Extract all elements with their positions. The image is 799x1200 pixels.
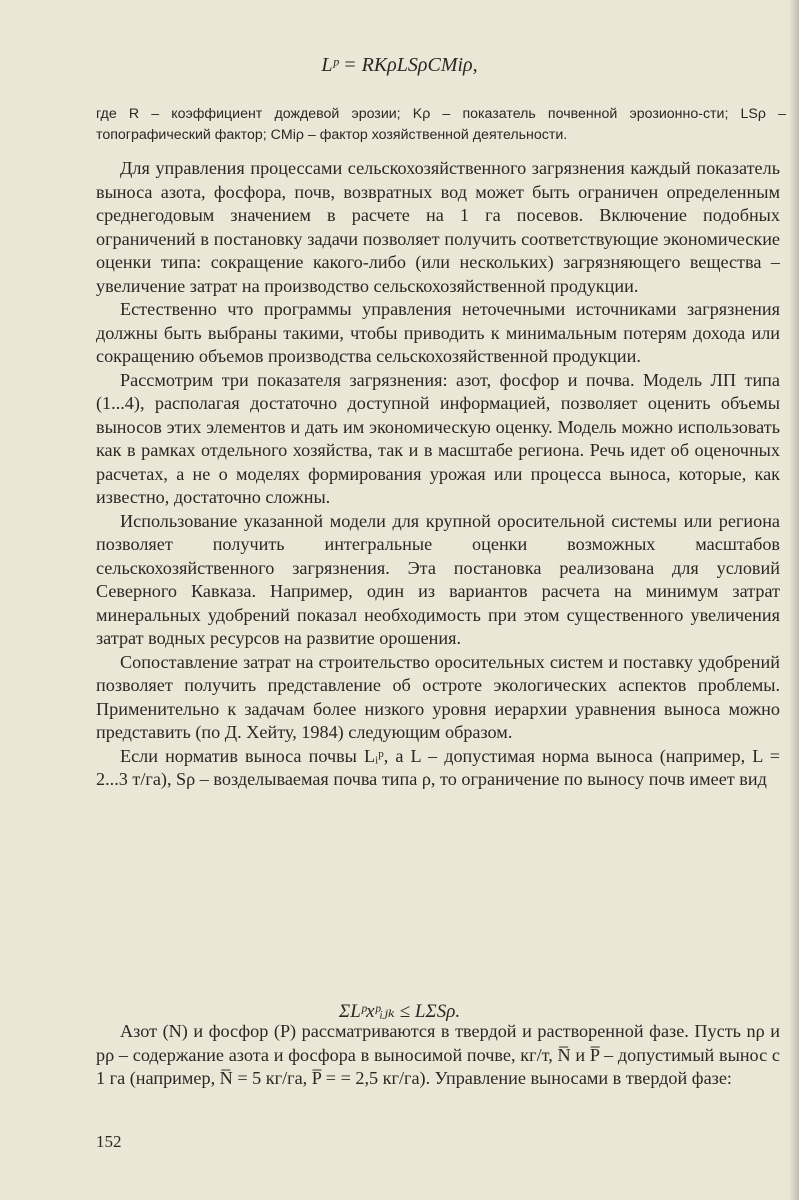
- paragraph: Азот (N) и фосфор (P) рассматриваются в твердой и растворенной фазе. Пусть nρ и pρ – содержание азота и фосфора в выносимой почве, кг/т, N̅ и P̅ – допустимый вынос с 1 га (например, N̅ = 5 кг/га, P̅ = = 2,5 кг/га). Управление выносами в твердой фазе:: [96, 1021, 780, 1088]
- formula-legend: где R – коэффициент дождевой эрозии; Kρ – показатель почвенной эрозионно-сти; LSρ – топографический фактор; CMiρ – фактор хозяйственной деятельности.: [96, 106, 786, 143]
- paragraph: Рассмотрим три показателя загрязнения: азот, фосфор и почва. Модель ЛП типа (1...4), располагая достаточно доступной информацией, позволяет оценить объемы выносов этих элементов и дать им экономическую оценку. Модель можно использовать как в рамках отдельного хозяйства, так и в масштабе региона. Речь идет об оценочных расчетах, а не о моделях формирования урожая или процесса выноса, которые, как известно, достаточно сложны.: [96, 369, 780, 507]
- main-text: [96, 157, 780, 792]
- paragraph: Сопоставление затрат на строительство оросительных систем и поставку удобрений позволяет получить представление об остроте экологических аспектов проблемы. Применительно к задачам более низкого уровня иерархии уравнения выноса можно представить (по Д. Хейту, 1984) следующим образом.: [96, 651, 780, 742]
- main-text-continued: [96, 1020, 780, 1091]
- formula-soil-constraint: ΣLᵖxᵖᵢⱼₖ ≤ LΣSρ.: [338, 1001, 461, 1022]
- formula-soil-loss: Lᵖ = RKρLSρCMiρ,: [321, 54, 478, 76]
- paragraph: Если норматив выноса почвы Lᵢᵖ, а L – допустимая норма выноса (например, L = 2...3 т/га), Sρ – возделываемая почва типа ρ, то ограничение по выносу почв имеет вид: [96, 745, 780, 789]
- paragraph: Использование указанной модели для крупной оросительной системы или региона позволяет получить интегральные оценки возможных масштабов сельскохозяйственного загрязнения. Эта постановка реализована для условий Северного Кавказа. Например, один из вариантов расчета на минимум затрат минеральных удобрений показал необходимость при этом существенного увеличения затрат водных ресурсов на развитие орошения.: [96, 510, 780, 648]
- paragraph: Естественно что программы управления неточечными источниками загрязнения должны быть выбраны такими, чтобы приводить к минимальным потерям дохода или сокращению объемов производства сельскохозяйственной продукции.: [96, 299, 780, 366]
- page-number: 152: [96, 1132, 122, 1151]
- paragraph: Для управления процессами сельскохозяйственного загрязнения каждый показатель выноса азота, фосфора, почв, возвратных вод может быть ограничен определенным среднегодовым значением в расчете на 1 га посевов. Включение подобных ограничений в постановку задачи позволяет получить соответствующие экономические оценки типа: сокращение какого-либо (или нескольких) загрязняющего вещества – увеличение затрат на производство сельскохозяйственной продукции.: [96, 158, 780, 296]
